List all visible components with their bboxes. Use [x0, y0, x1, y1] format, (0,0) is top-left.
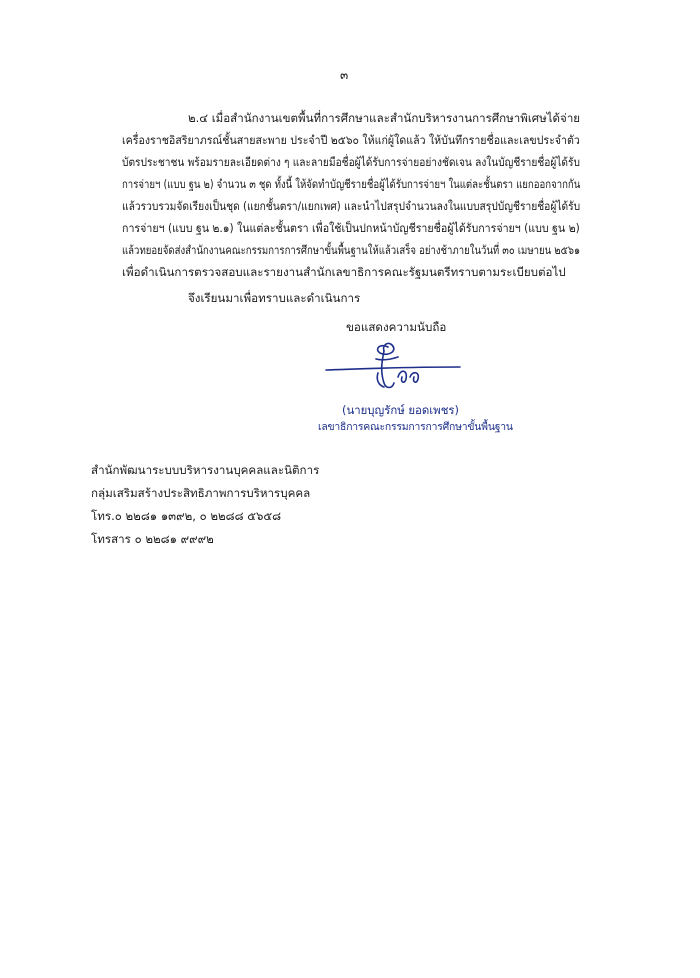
- paragraph-line: เครื่องราชอิสริยาภรณ์ชั้นสายสะพาย ประจำปี ๒๕๖๐ ให้แก่ผู้ใดแล้ว ให้บันทึกรายชื่อและเลขประจำตัว: [122, 133, 580, 147]
- paragraph-line: แล้วทยอยจัดส่งสำนักงานคณะกรรมการการศึกษาขั้นพื้นฐานให้แล้วเสร็จ อย่างช้าภายในวันที่ ๓๐ เมษายน ๒๕๖๑: [122, 243, 581, 257]
- paragraph-line: บัตรประชาชน พร้อมรายละเอียดต่าง ๆ และลายมือชื่อผู้ได้รับการจ่ายอย่างชัดเจน ลงในบัญชีรายชื่อผู้ได้รับ: [122, 155, 580, 169]
- footer-fax: โทรสาร ๐ ๒๒๘๑ ๙๙๙๒: [91, 532, 214, 546]
- paragraph-line: เพื่อดำเนินการตรวจสอบและรายงานสำนักเลขาธิการคณะรัฐมนตรีทราบตามระเบียบต่อไป: [122, 265, 566, 279]
- signature-image: [318, 337, 468, 397]
- signatory-name: (นายบุญรักษ์ ยอดเพชร): [342, 403, 459, 417]
- footer-division: กลุ่มเสริมสร้างประสิทธิภาพการบริหารบุคคล: [91, 486, 311, 500]
- paragraph-line: การจ่ายฯ (แบบ ฐน ๒) จำนวน ๓ ชุด ทั้งนี้ ให้จัดทำบัญชีรายชื่อผู้ได้รับการจ่ายฯ ในแต่ละชั้นตรา แยกออกจากกัน: [122, 177, 581, 191]
- paragraph-line: แล้วรวบรวมจัดเรียงเป็นชุด (แยกชั้นตรา/แยกเพศ) และนำไปสรุปจำนวนลงในแบบสรุปบัญชีรายชื่อผู้ได้รับ: [122, 199, 581, 213]
- footer-office: สำนักพัฒนาระบบบริหารงานบุคคลและนิติการ: [91, 463, 320, 477]
- footer-phone: โทร.๐ ๒๒๘๑ ๑๓๙๒, ๐ ๒๒๘๘ ๕๖๕๘: [91, 509, 282, 523]
- page-number: ๓: [340, 68, 349, 82]
- complimentary-close: ขอแสดงความนับถือ: [346, 320, 447, 334]
- closing-request: จึงเรียนมาเพื่อทราบและดำเนินการ: [188, 291, 361, 305]
- paragraph-line: ๒.๔ เมื่อสำนักงานเขตพื้นที่การศึกษาและสำนักบริหารงานการศึกษาพิเศษได้จ่าย: [188, 111, 581, 125]
- signatory-title: เลขาธิการคณะกรรมการการศึกษาขั้นพื้นฐาน: [318, 421, 513, 433]
- paragraph-line: การจ่ายฯ (แบบ ฐน ๒.๑) ในแต่ละชั้นตรา เพื่อใช้เป็นปกหน้าบัญชีรายชื่อผู้ได้รับการจ่ายฯ (แบบ ฐน ๒): [122, 221, 580, 235]
